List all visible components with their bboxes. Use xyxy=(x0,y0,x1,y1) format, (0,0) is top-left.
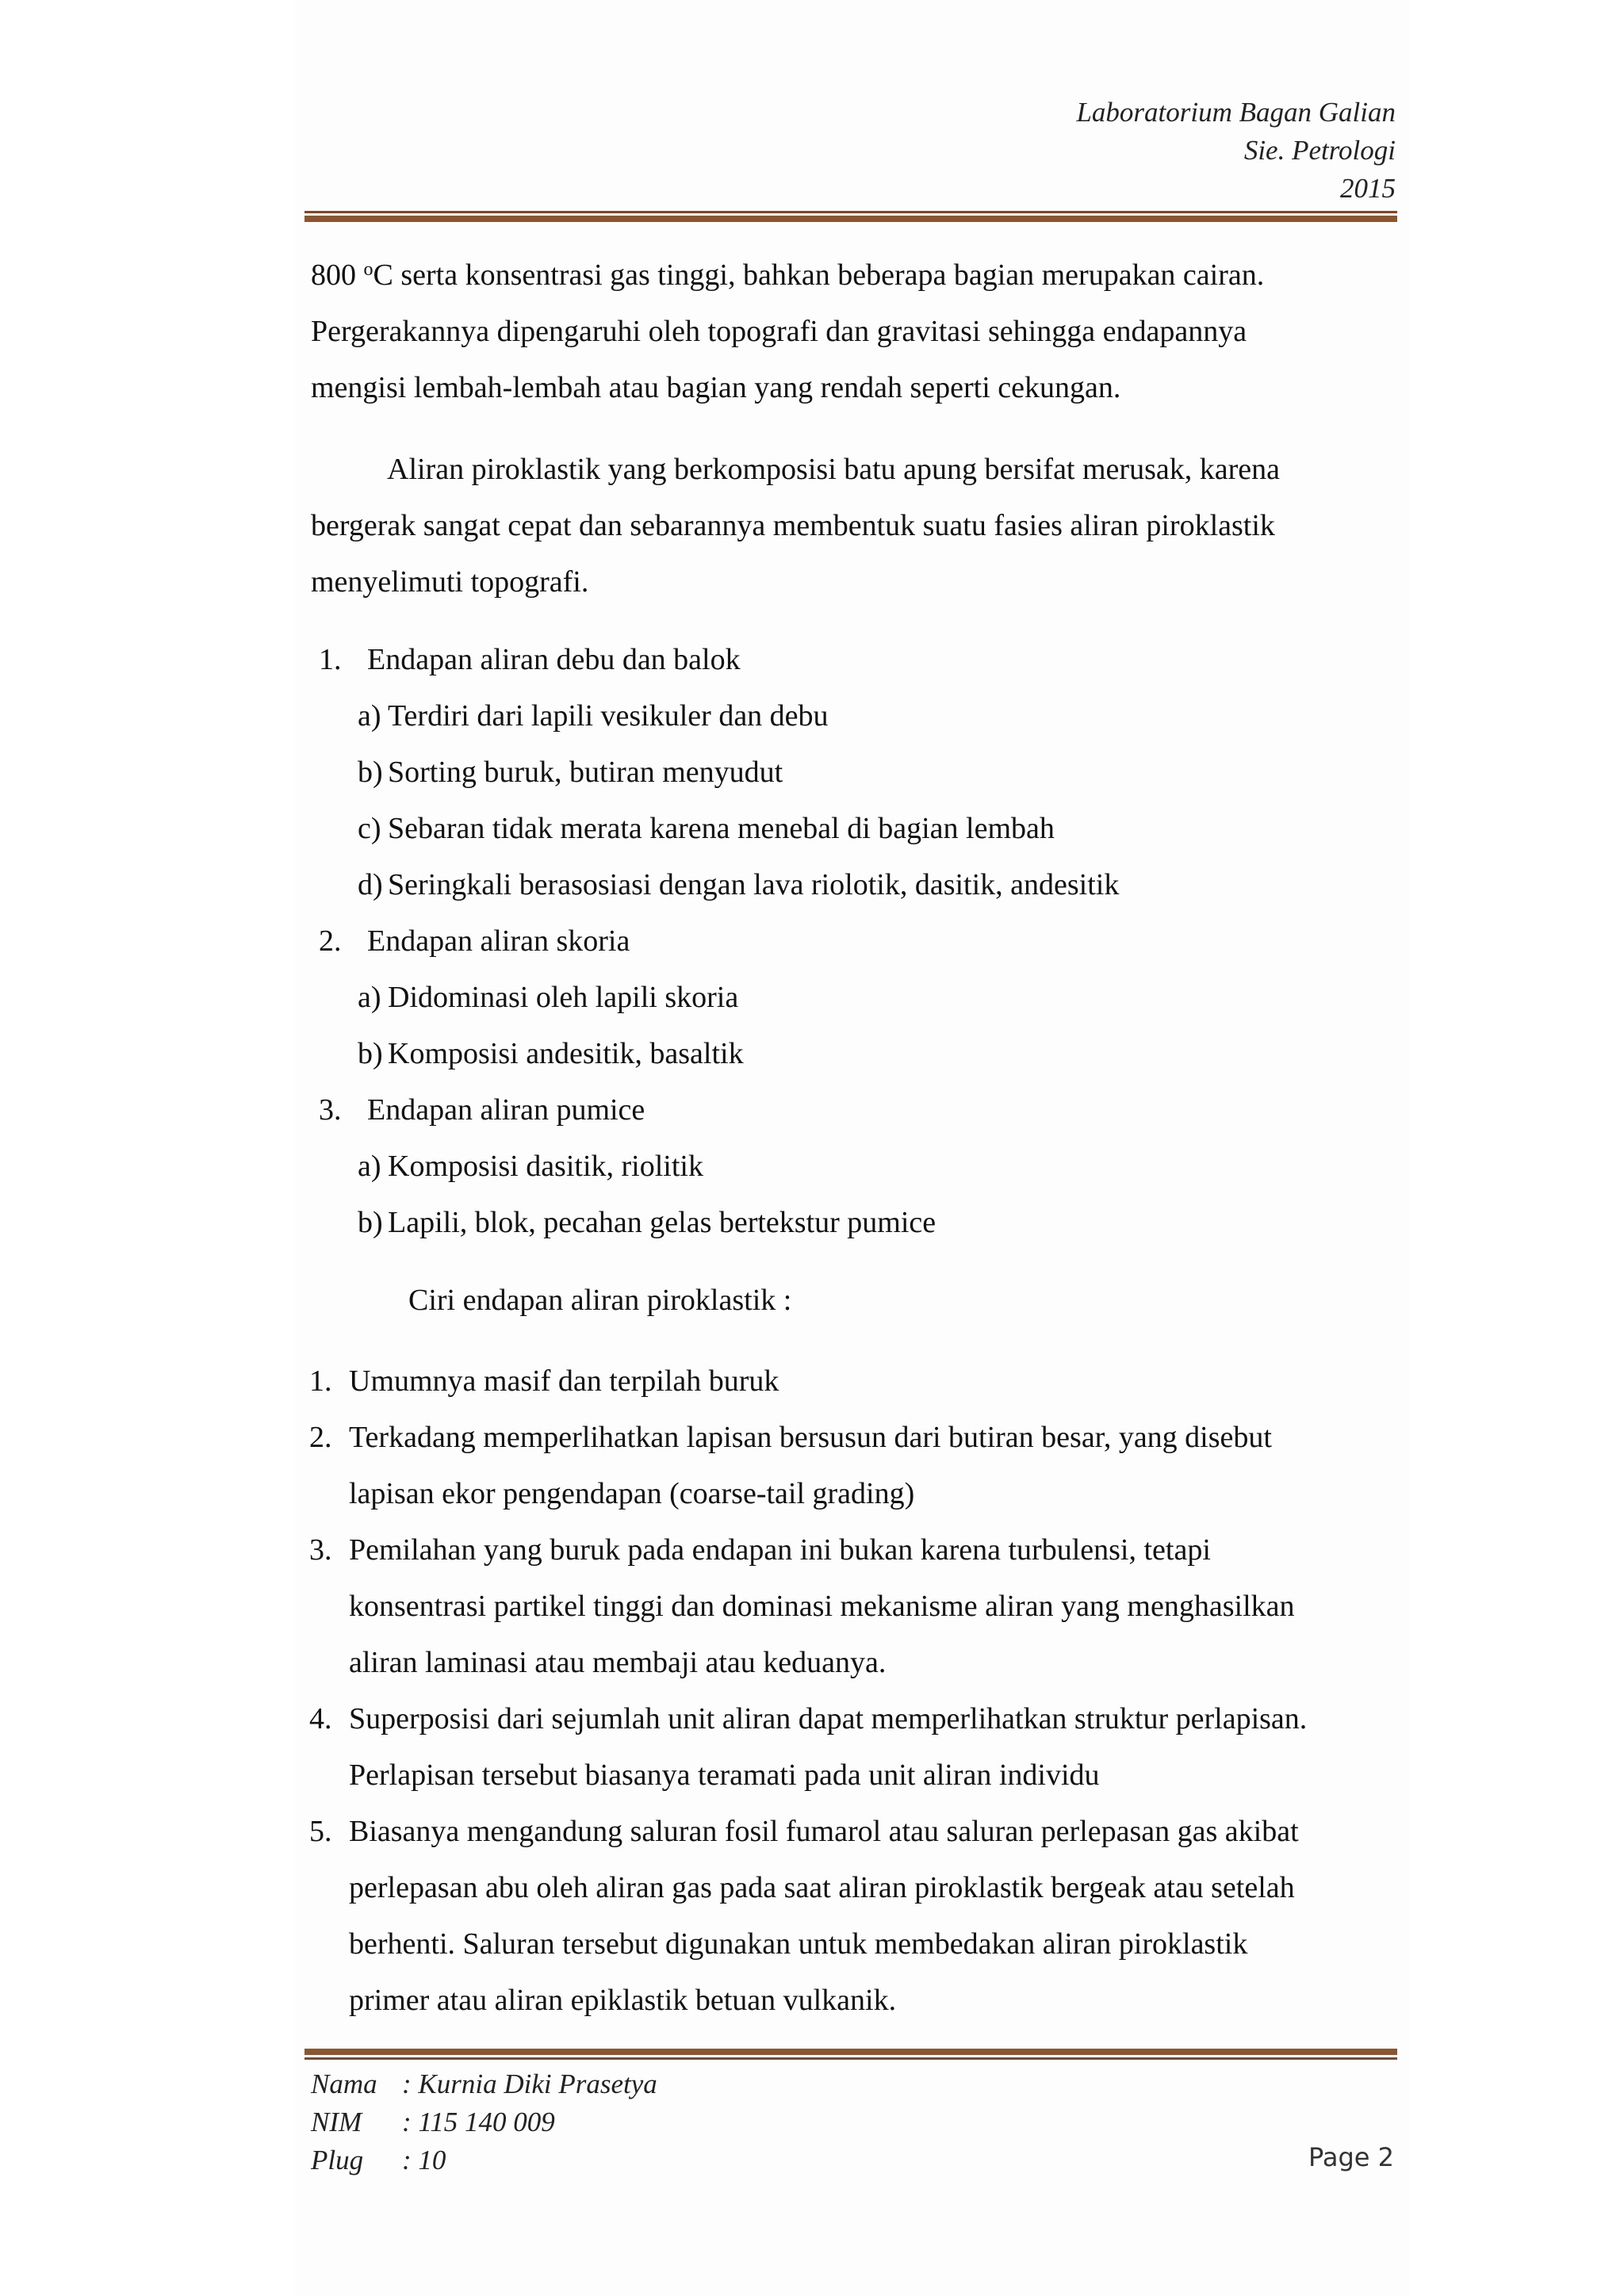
list1-subitem-mark: a) xyxy=(358,981,381,1014)
list2-line: lapisan ekor pengendapan (coarse-tail grading) xyxy=(349,1477,915,1510)
footer-nama-row xyxy=(311,2065,657,2103)
footer-nim-row xyxy=(311,2103,657,2141)
footer-nama-value: : Kurnia Diki Prasetya xyxy=(402,2068,657,2099)
list1-title: Endapan aliran pumice xyxy=(367,1093,645,1127)
intro-line-1: 800 $^o$C serta konsentrasi gas tinggi, bahkan beberapa bagian merupakan cairan. xyxy=(311,258,1265,292)
list1-number: 2. xyxy=(319,924,342,958)
list2-line: Umumnya masif dan terpilah buruk xyxy=(349,1364,779,1398)
footer-plug-label: Plug xyxy=(311,2145,364,2175)
list2-number: 2. xyxy=(309,1421,332,1454)
list1-subitem-mark: d) xyxy=(358,868,383,901)
list1-subitem-text: Sorting buruk, butiran menyudut xyxy=(388,756,783,789)
list2-line: perlepasan abu oleh aliran gas pada saat aliran piroklastik bergeak atau setelah xyxy=(349,1871,1295,1904)
list1-subitem-mark: b) xyxy=(358,1037,383,1070)
list2-number: 5. xyxy=(309,1815,332,1848)
list1-subitem-text: Didominasi oleh lapili skoria xyxy=(388,981,739,1014)
header-divider xyxy=(304,211,1397,222)
footer-nama-label: Nama xyxy=(311,2068,377,2099)
list1-subitem-text: Seringkali berasosiasi dengan lava riolotik, dasitik, andesitik xyxy=(388,868,1120,901)
list1-subitem-text: Komposisi dasitik, riolitik xyxy=(388,1150,703,1183)
page-footer xyxy=(311,2065,657,2179)
paragraph2-line-1: Aliran piroklastik yang berkomposisi batu apung bersifat merusak, karena xyxy=(387,453,1280,486)
header-lab-name: Laboratorium Bagan Galian xyxy=(1076,97,1396,128)
list2-line: Biasanya mengandung saluran fosil fumarol atau saluran perlepasan gas akibat xyxy=(349,1815,1299,1848)
intro-line-3: mengisi lembah-lembah atau bagian yang rendah seperti cekungan. xyxy=(311,371,1121,404)
ciri-heading: Ciri endapan aliran piroklastik : xyxy=(408,1284,792,1317)
list1-subitem-mark: a) xyxy=(358,1150,381,1183)
footer-divider xyxy=(304,2049,1397,2060)
header-year: 2015 xyxy=(1340,173,1396,204)
list2-line: primer atau aliran epiklastik betuan vulkanik. xyxy=(349,1984,897,2017)
list2-number: 4. xyxy=(309,1702,332,1735)
paragraph2-line-2: bergerak sangat cepat dan sebarannya membentuk suatu fasies aliran piroklastik xyxy=(311,509,1275,542)
footer-plug-value: : 10 xyxy=(402,2145,446,2175)
list2-line: berhenti. Saluran tersebut digunakan untuk membedakan aliran piroklastik xyxy=(349,1927,1248,1961)
paragraph2-line-3: menyelimuti topografi. xyxy=(311,565,589,599)
list2-line: Superposisi dari sejumlah unit aliran dapat memperlihatkan struktur perlapisan. xyxy=(349,1702,1308,1735)
list1-number: 1. xyxy=(319,643,342,676)
list2-number: 1. xyxy=(309,1364,332,1398)
list2-line: konsentrasi partikel tinggi dan dominasi mekanisme aliran yang menghasilkan xyxy=(349,1590,1295,1623)
footer-plug-row xyxy=(311,2141,657,2179)
list2-line: aliran laminasi atau membaji atau keduanya. xyxy=(349,1646,887,1679)
list1-title: Endapan aliran debu dan balok xyxy=(367,643,741,676)
list2-line: Pemilahan yang buruk pada endapan ini bukan karena turbulensi, tetapi xyxy=(349,1533,1211,1567)
page-header xyxy=(1076,94,1396,208)
footer-nim-value: : 115 140 009 xyxy=(402,2107,555,2137)
list1-subitem-mark: c) xyxy=(358,812,381,845)
list1-number: 3. xyxy=(319,1093,342,1127)
list2-line: Perlapisan tersebut biasanya teramati pada unit aliran individu xyxy=(349,1758,1100,1792)
list1-subitem-mark: b) xyxy=(358,756,383,789)
list1-subitem-text: Komposisi andesitik, basaltik xyxy=(388,1037,744,1070)
list1-subitem-mark: a) xyxy=(358,699,381,733)
list1-subitem-text: Lapili, blok, pecahan gelas bertekstur pumice xyxy=(388,1206,936,1239)
header-section: Sie. Petrologi xyxy=(1243,135,1396,166)
footer-nim-label: NIM xyxy=(311,2107,362,2137)
list1-subitem-text: Terdiri dari lapili vesikuler dan debu xyxy=(388,699,829,733)
list2-number: 3. xyxy=(309,1533,332,1567)
list1-subitem-mark: b) xyxy=(358,1206,383,1239)
list2-line: Terkadang memperlihatkan lapisan bersusun dari butiran besar, yang disebut xyxy=(349,1421,1272,1454)
intro-line-2: Pergerakannya dipengaruhi oleh topografi dan gravitasi sehingga endapannya xyxy=(311,315,1247,348)
list1-subitem-text: Sebaran tidak merata karena menebal di bagian lembah xyxy=(388,812,1055,845)
page-number: Page 2 xyxy=(1308,2142,1394,2172)
list1-title: Endapan aliran skoria xyxy=(367,924,630,958)
